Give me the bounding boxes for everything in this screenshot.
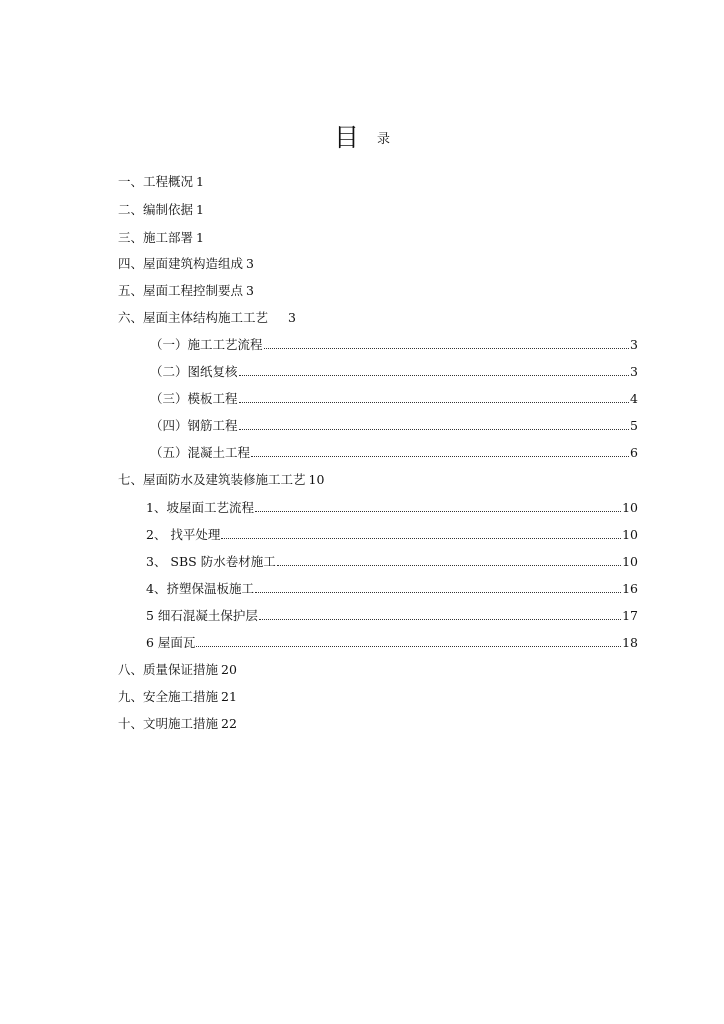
toc-entry-label: 十、文明施工措施	[118, 716, 219, 731]
toc-entry-page: 4	[630, 391, 638, 406]
toc-entry-page: 10	[622, 500, 638, 515]
toc-entry[interactable]	[118, 228, 204, 248]
toc-entry-page: 20	[221, 662, 237, 677]
toc-entry-page: 3	[288, 310, 296, 325]
toc-subentry[interactable]	[146, 525, 638, 545]
toc-subentry[interactable]	[146, 579, 638, 599]
toc-entry-page: 10	[622, 527, 638, 542]
toc-entry-label: 四、屋面建筑构造组成	[118, 256, 244, 271]
toc-leader-dots	[239, 416, 630, 430]
toc-entry-label: 2、 找平处理	[146, 527, 221, 542]
toc-entry-label: （一）施工工艺流程	[150, 337, 263, 352]
toc-entry-page: 1	[196, 202, 204, 217]
toc-subentry[interactable]	[146, 606, 638, 626]
toc-entry[interactable]	[118, 687, 237, 707]
toc-leader-dots	[239, 389, 630, 403]
toc-entry-page: 17	[622, 608, 638, 623]
toc-entry-page: 3	[630, 337, 638, 352]
toc-entry[interactable]	[118, 660, 237, 680]
toc-entry-label: 6 屋面瓦	[146, 635, 196, 650]
toc-title-sub: 录	[377, 132, 391, 147]
toc-entry[interactable]	[118, 281, 254, 301]
toc-entry-page: 3	[630, 364, 638, 379]
toc-subentry[interactable]	[146, 633, 638, 653]
toc-entry-page: 3	[246, 283, 254, 298]
toc-entry[interactable]	[118, 172, 204, 192]
toc-title-main: 目	[333, 123, 359, 152]
toc-subentry[interactable]	[146, 552, 638, 572]
toc-entry-label: 五、屋面工程控制要点	[118, 283, 244, 298]
toc-entry-label: 二、编制依据	[118, 202, 194, 217]
toc-leader-dots	[196, 633, 621, 647]
toc-leader-dots	[264, 335, 630, 349]
toc-leader-dots	[239, 362, 630, 376]
toc-entry[interactable]	[118, 470, 324, 490]
toc-leader-dots	[255, 498, 621, 512]
toc-leader-dots	[259, 606, 621, 620]
toc-entry-page: 1	[196, 230, 204, 245]
toc-entry-label: 八、质量保证措施	[118, 662, 219, 677]
toc-subentry[interactable]	[150, 443, 638, 463]
toc-subentry[interactable]	[150, 335, 638, 355]
toc-entry-page: 1	[196, 174, 204, 189]
toc-entry[interactable]	[118, 308, 296, 328]
toc-entry-label: 3、 SBS 防水卷材施工	[146, 554, 276, 569]
toc-entry-label: （三）模板工程	[150, 391, 238, 406]
toc-entry-page: 3	[246, 256, 254, 271]
toc-entry-label: 九、安全施工措施	[118, 689, 219, 704]
toc-entry-page: 5	[630, 418, 638, 433]
toc-entry-label: 三、施工部署	[118, 230, 194, 245]
toc-subentry[interactable]	[150, 389, 638, 409]
toc-entry-page: 10	[308, 472, 325, 487]
toc-entry-page: 22	[221, 716, 237, 731]
toc-subentry[interactable]	[146, 498, 638, 518]
toc-entry-page: 10	[622, 554, 638, 569]
toc-subentry[interactable]	[150, 362, 638, 382]
toc-entry-page: 6	[630, 445, 638, 460]
toc-entry-label: 4、挤塑保温板施工	[146, 581, 254, 596]
toc-entry[interactable]	[118, 714, 237, 734]
toc-entry-label: （四）钢筋工程	[150, 418, 238, 433]
toc-entry-label: （二）图纸复核	[150, 364, 238, 379]
toc-entry-label: 一、工程概况	[118, 174, 194, 189]
toc-entry-page: 21	[221, 689, 237, 704]
toc-entry-label: 1、坡屋面工艺流程	[146, 500, 254, 515]
toc-entry-page: 18	[622, 635, 638, 650]
toc-entry-page: 16	[622, 581, 638, 596]
toc-entry[interactable]	[118, 200, 204, 220]
toc-entry-label: 5 细石混凝土保护层	[146, 608, 258, 623]
toc-leader-dots	[251, 443, 629, 457]
toc-entry[interactable]	[118, 254, 254, 274]
toc-leader-dots	[255, 579, 621, 593]
toc-leader-dots	[221, 525, 621, 539]
toc-entry-label: （五）混凝土工程	[150, 445, 251, 460]
toc-leader-dots	[277, 552, 621, 566]
toc-entry-label: 六、屋面主体结构施工工艺	[118, 310, 269, 325]
toc-title	[0, 118, 724, 154]
toc-subentry[interactable]	[150, 416, 638, 436]
toc-entry-label: 七、屋面防水及建筑装修施工工艺	[118, 472, 306, 487]
